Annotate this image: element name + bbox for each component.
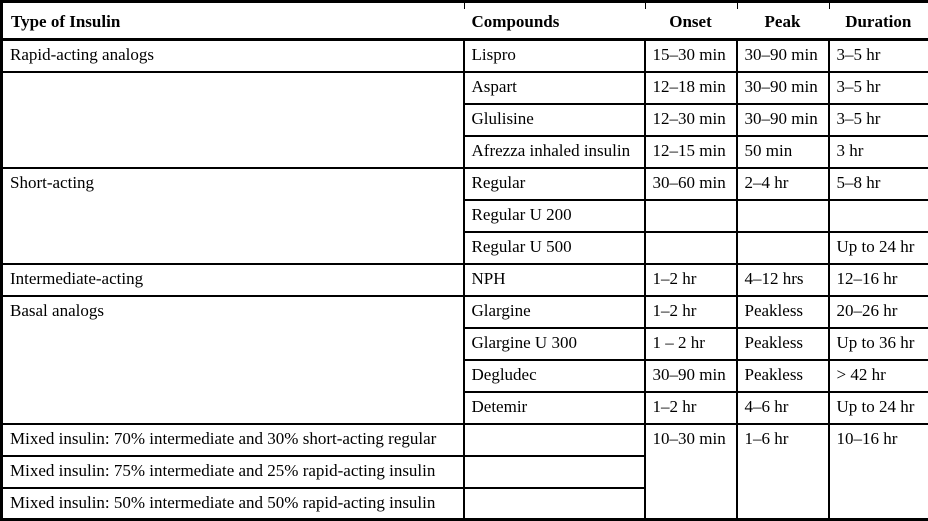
compound-cell: Afrezza inhaled insulin	[464, 136, 645, 168]
column-header-type-of-insulin: Type of Insulin	[2, 2, 464, 40]
onset-cell	[645, 232, 737, 264]
column-header-compounds: Compounds	[464, 2, 645, 40]
type-of-insulin-cell: Mixed insulin: 70% intermediate and 30% short-acting regular	[2, 424, 464, 456]
duration-cell	[829, 200, 928, 232]
peak-cell: 4–6 hr	[737, 392, 829, 424]
onset-cell: 1–2 hr	[645, 264, 737, 296]
header-row	[2, 2, 928, 40]
table-row	[2, 72, 928, 104]
duration-cell: 20–26 hr	[829, 296, 928, 328]
peak-cell: 4–12 hrs	[737, 264, 829, 296]
peak-cell: 50 min	[737, 136, 829, 168]
peak-cell: 1–6 hr	[737, 424, 829, 520]
peak-cell: Peakless	[737, 296, 829, 328]
table-row	[2, 168, 928, 200]
compound-cell: Regular	[464, 168, 645, 200]
compound-cell	[464, 424, 645, 456]
peak-cell: Peakless	[737, 360, 829, 392]
compound-cell	[464, 456, 645, 488]
onset-cell: 12–15 min	[645, 136, 737, 168]
compound-cell: NPH	[464, 264, 645, 296]
duration-cell: 5–8 hr	[829, 168, 928, 200]
onset-cell: 1 – 2 hr	[645, 328, 737, 360]
onset-cell: 30–90 min	[645, 360, 737, 392]
table-row	[2, 296, 928, 328]
onset-cell: 12–30 min	[645, 104, 737, 136]
onset-cell: 30–60 min	[645, 168, 737, 200]
peak-cell: 30–90 min	[737, 40, 829, 72]
compound-cell: Detemir	[464, 392, 645, 424]
compound-cell: Glargine U 300	[464, 328, 645, 360]
onset-cell: 12–18 min	[645, 72, 737, 104]
duration-cell: > 42 hr	[829, 360, 928, 392]
onset-cell: 1–2 hr	[645, 296, 737, 328]
compound-cell: Regular U 500	[464, 232, 645, 264]
table-row	[2, 424, 928, 456]
column-header-peak: Peak	[737, 2, 829, 40]
type-of-insulin-cell: Basal analogs	[2, 296, 464, 424]
duration-cell: 12–16 hr	[829, 264, 928, 296]
duration-cell: Up to 24 hr	[829, 232, 928, 264]
onset-cell: 10–30 min	[645, 424, 737, 520]
table-row	[2, 264, 928, 296]
peak-cell	[737, 232, 829, 264]
type-of-insulin-cell: Rapid-acting analogs	[2, 40, 464, 72]
duration-cell: 3–5 hr	[829, 72, 928, 104]
compound-cell	[464, 488, 645, 520]
peak-cell: 30–90 min	[737, 104, 829, 136]
duration-cell: 3 hr	[829, 136, 928, 168]
duration-cell: Up to 36 hr	[829, 328, 928, 360]
type-of-insulin-cell: Short-acting	[2, 168, 464, 264]
peak-cell: Peakless	[737, 328, 829, 360]
peak-cell: 2–4 hr	[737, 168, 829, 200]
compound-cell: Glulisine	[464, 104, 645, 136]
peak-cell	[737, 200, 829, 232]
compound-cell: Lispro	[464, 40, 645, 72]
compound-cell: Degludec	[464, 360, 645, 392]
peak-cell: 30–90 min	[737, 72, 829, 104]
compound-cell: Regular U 200	[464, 200, 645, 232]
type-of-insulin-cell: Mixed insulin: 50% intermediate and 50% rapid-acting insulin	[2, 488, 464, 520]
type-of-insulin-cell: Intermediate-acting	[2, 264, 464, 296]
onset-cell: 1–2 hr	[645, 392, 737, 424]
onset-cell	[645, 200, 737, 232]
duration-cell: Up to 24 hr	[829, 392, 928, 424]
column-header-duration: Duration	[829, 2, 928, 40]
compound-cell: Aspart	[464, 72, 645, 104]
onset-cell: 15–30 min	[645, 40, 737, 72]
duration-cell: 3–5 hr	[829, 104, 928, 136]
duration-cell: 10–16 hr	[829, 424, 928, 520]
column-header-onset: Onset	[645, 2, 737, 40]
type-of-insulin-cell	[2, 72, 464, 168]
duration-cell: 3–5 hr	[829, 40, 928, 72]
type-of-insulin-cell: Mixed insulin: 75% intermediate and 25% rapid-acting insulin	[2, 456, 464, 488]
compound-cell: Glargine	[464, 296, 645, 328]
table-row	[2, 40, 928, 72]
